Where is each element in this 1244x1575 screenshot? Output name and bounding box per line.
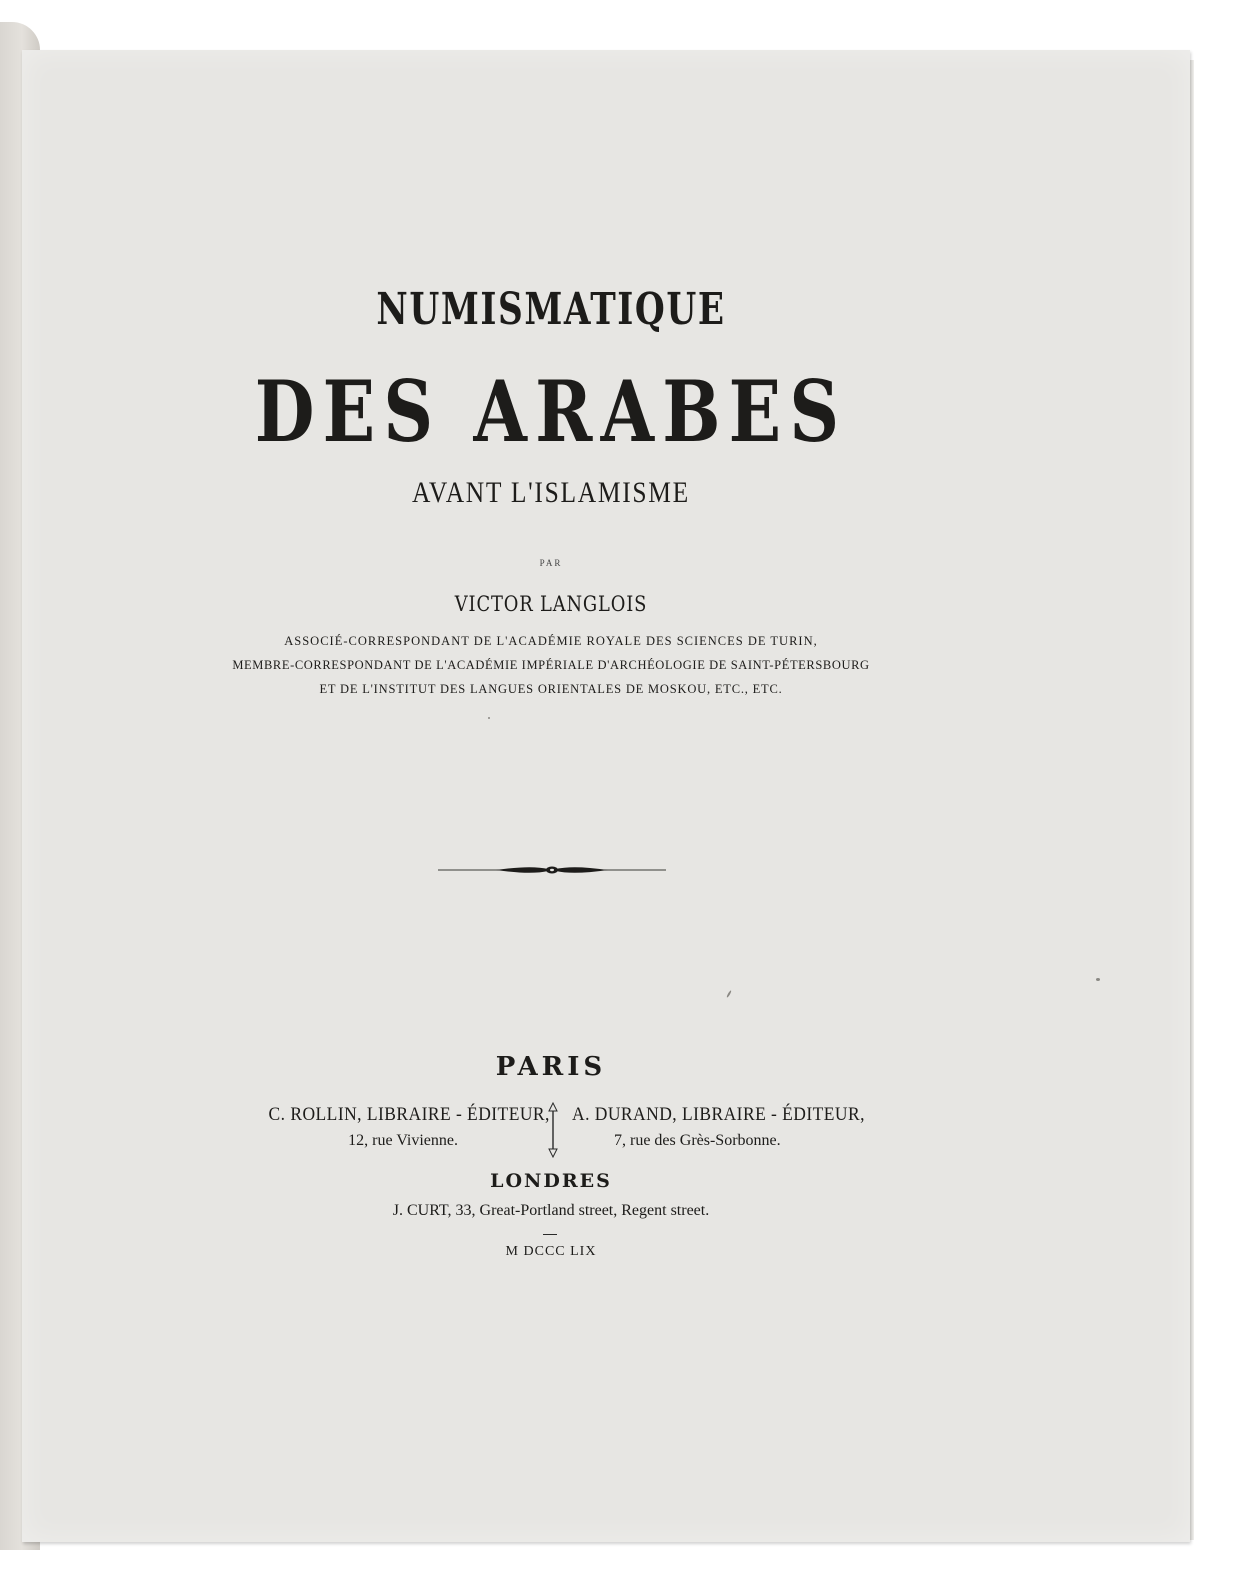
publisher-right-name: A. DURAND, LIBRAIRE - ÉDITEUR, (572, 1104, 865, 1125)
london-publisher: J. CURT, 33, Great-Portland street, Regent street. (392, 1202, 710, 1219)
publisher-left-address: 12, rue Vivienne. (348, 1132, 458, 1149)
par-label: PAR (539, 558, 563, 568)
publisher-right-address: 7, rue des Grès-Sorbonne. (614, 1132, 781, 1149)
title-line-2: DES ARABES (254, 362, 848, 461)
author-name: VICTOR LANGLOIS (454, 592, 648, 616)
paper-speck (1096, 978, 1100, 981)
ornamental-rule-icon (436, 860, 668, 880)
subtitle: AVANT L'ISLAMISME (412, 476, 690, 509)
publisher-divider-icon (546, 1102, 560, 1158)
affiliation-line-2: MEMBRE-CORRESPONDANT DE L'ACADÉMIE IMPÉRIALE D'ARCHÉOLOGIE DE SAINT-PÉTERSBOURG (232, 658, 870, 672)
title-line-1: NUMISMATIQUE (376, 284, 726, 335)
imprint-city-paris: PARIS (495, 1052, 607, 1082)
publisher-left (246, 1104, 550, 1150)
imprint-city-londres: LONDRES (490, 1170, 612, 1192)
short-rule (543, 1234, 557, 1235)
affiliation-line-3: ET DE L'INSTITUT DES LANGUES ORIENTALES DE MOSKOU, ETC., ETC. (319, 682, 783, 696)
publisher-right (572, 1104, 872, 1150)
affiliation-line-1: ASSOCIÉ-CORRESPONDANT DE L'ACADÉMIE ROYALE DES SCIENCES DE TURIN, (284, 634, 818, 648)
publication-year: M DCCC LIX (505, 1244, 597, 1259)
title-page (22, 50, 1190, 1542)
publisher-left-name: C. ROLLIN, LIBRAIRE - ÉDITEUR, (268, 1104, 550, 1125)
paper-speck (726, 990, 732, 998)
paper-speck (488, 717, 490, 719)
